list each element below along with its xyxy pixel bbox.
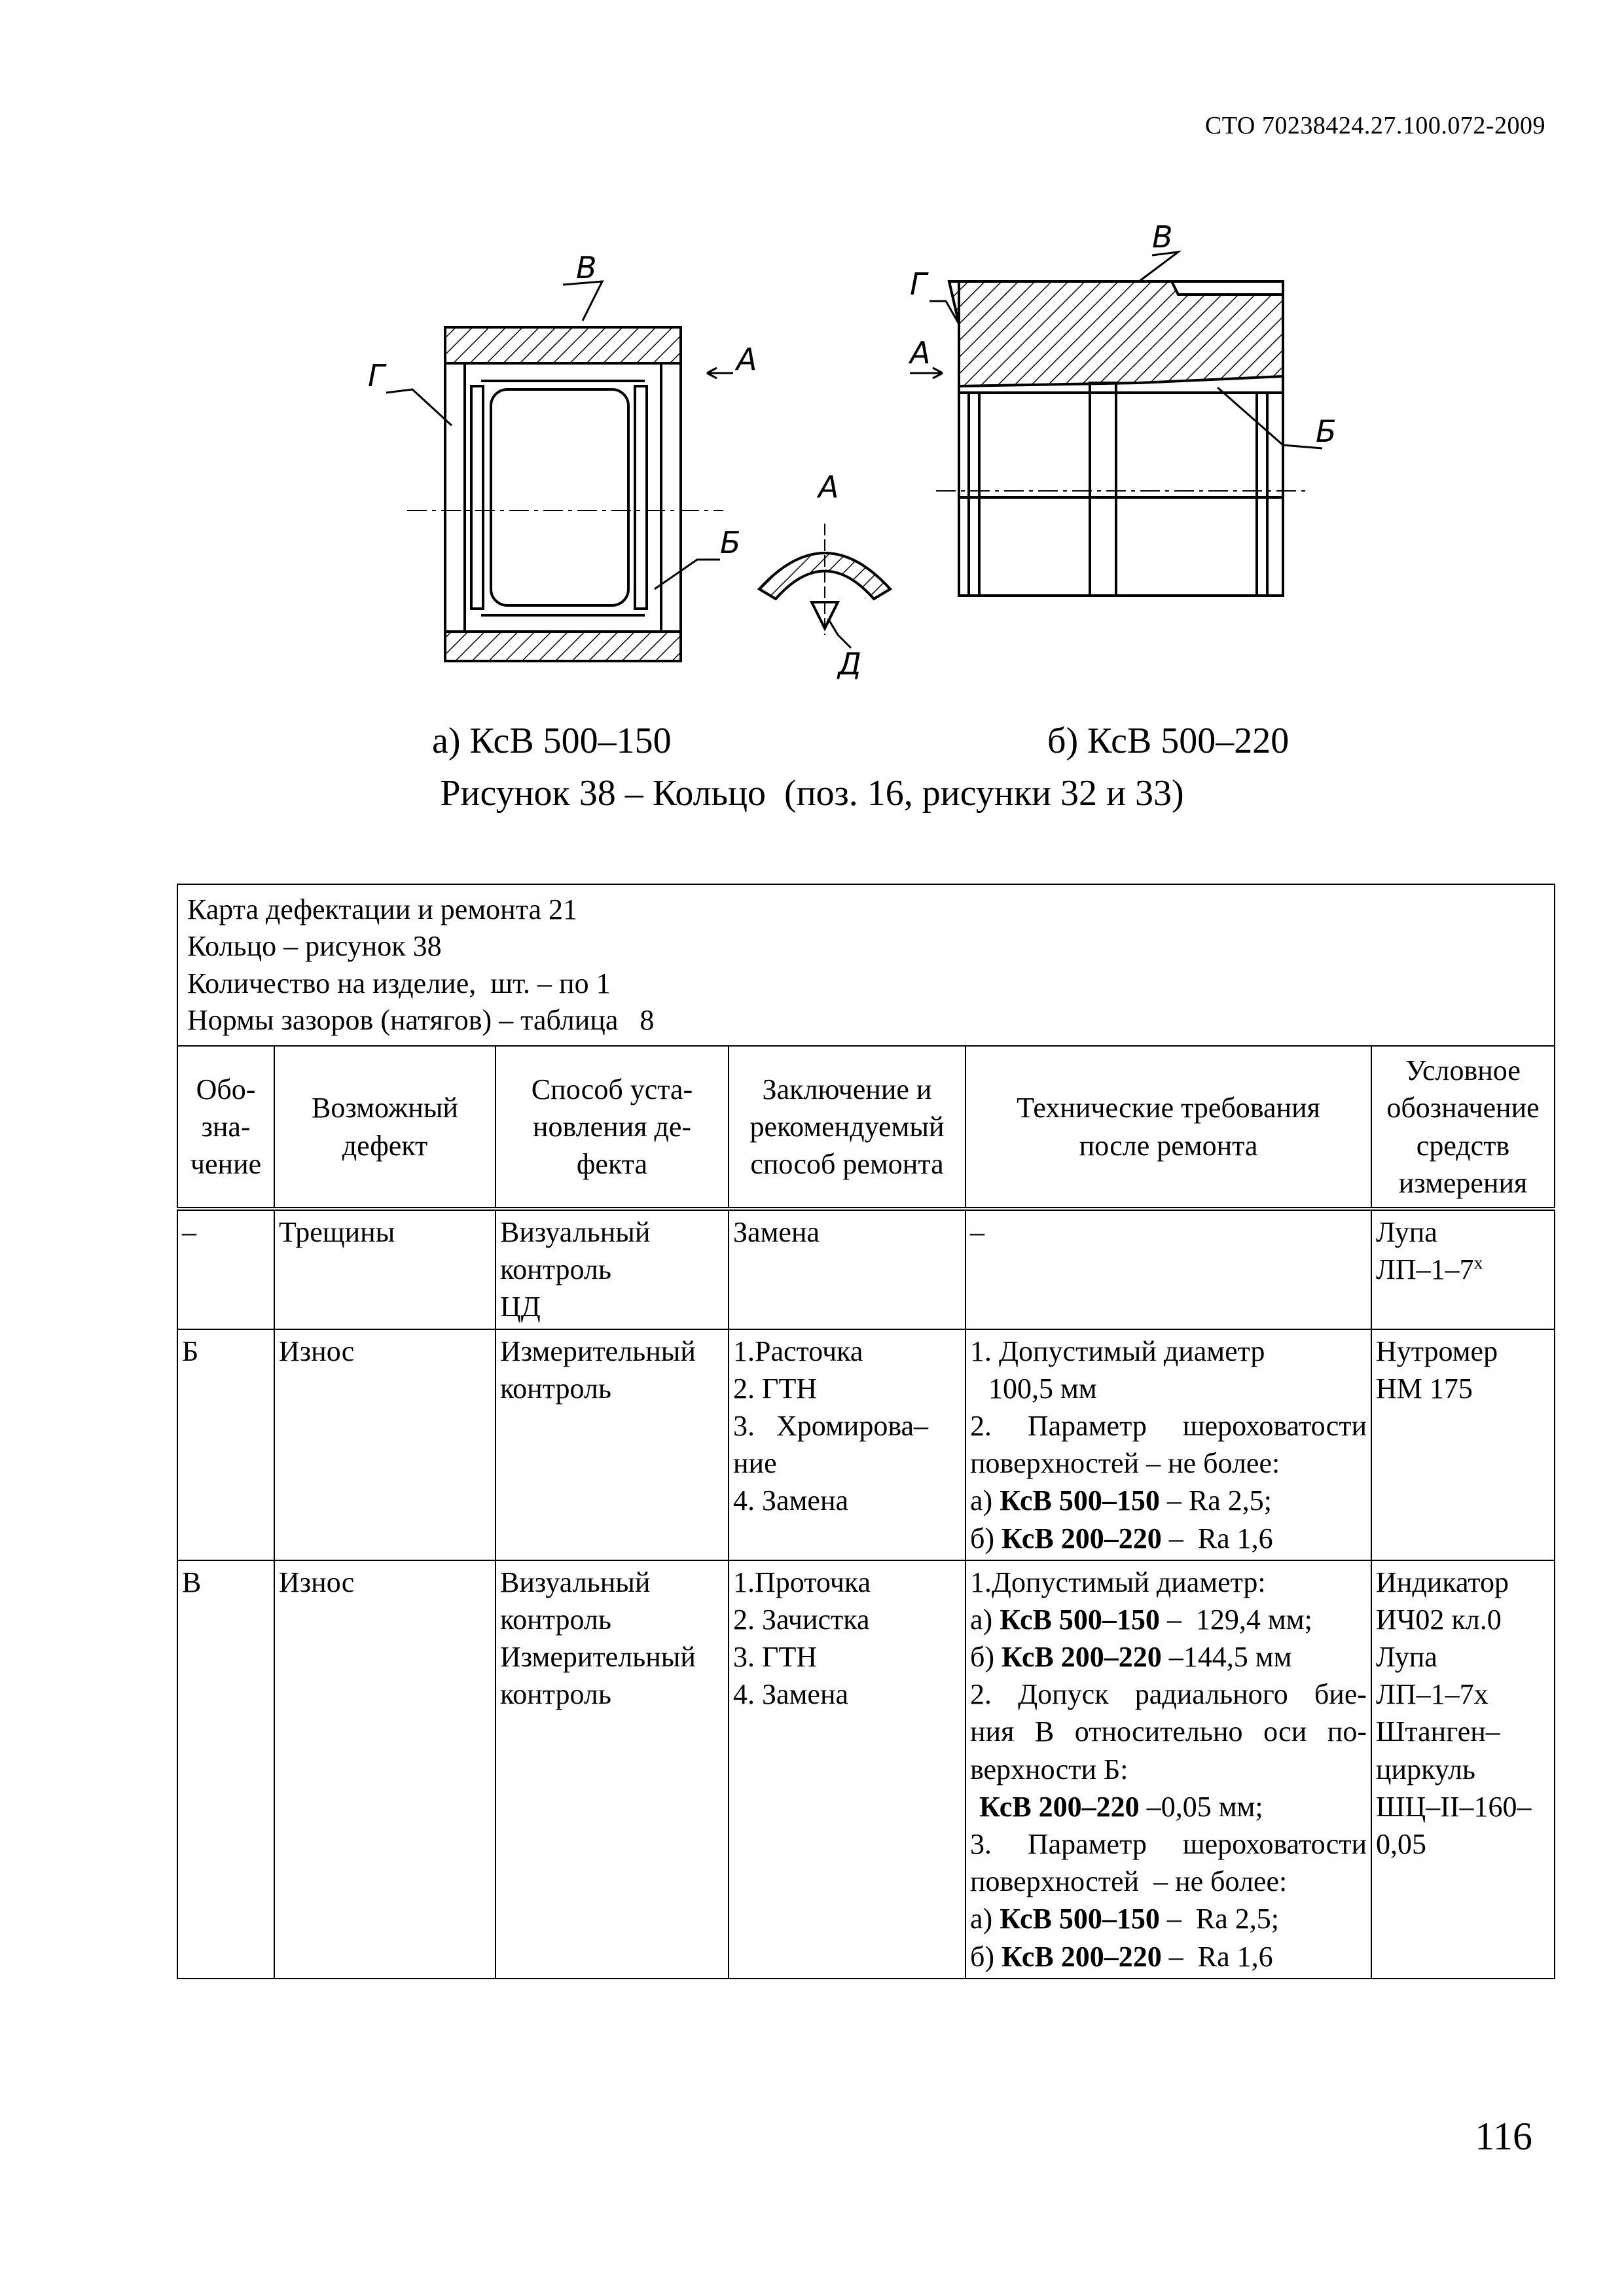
caption-view-a: а) КсВ 500–150: [432, 721, 672, 761]
ring-view-a: [407, 327, 723, 661]
ring-view-b: [936, 281, 1309, 596]
cell-method: Измерительный контроль: [496, 1329, 729, 1560]
cell-designation: Б: [177, 1329, 274, 1560]
cell-method: Визуальный контроль ЦД: [496, 1209, 729, 1329]
cell-method: Визуальный контроль Измерительный контроль: [496, 1560, 729, 1979]
table-header-row: [177, 1046, 1555, 1209]
cell-requirements: 1.Допустимый диаметр: а) КсВ 500–150 – 129,4 мм; б) КсВ 200–220 –144,5 мм 2. Допуск радиального бие- ния В относительно оси по- верхности Б: КсВ 200–220 –0,05 мм; 3. Параметр шероховатости поверхностей – не более: а) КсВ 500–150 – Ra 2,5; б) КсВ 200–220 – Ra 1,6: [965, 1560, 1371, 1979]
cell-conclusion: 1.Расточка 2. ГТН 3. Хромирова– ние 4. Замена: [729, 1329, 965, 1560]
cell-designation: В: [177, 1560, 274, 1979]
card-title: Карта дефектации и ремонта 21: [187, 893, 577, 925]
ring-drawing-svg: [367, 216, 1348, 713]
document-code: СТО 70238424.27.100.072-2009: [1204, 112, 1545, 139]
label-a-left: А: [736, 342, 757, 377]
card-meta: [177, 884, 1555, 1046]
cell-requirements: 1. Допустимый диаметр 100,5 мм 2. Параметр шероховатости поверхностей – не более: а) КсВ 500–150 – Ra 2,5; б) КсВ 200–220 – Ra 1,6: [965, 1329, 1371, 1560]
caption-view-b: б) КсВ 500–220: [1047, 721, 1290, 761]
label-b-b: Б: [1316, 414, 1337, 449]
label-g-b: Г: [910, 266, 927, 302]
figure-title: [0, 772, 1624, 814]
figure-title-text: Рисунок 38 – Кольцо (поз. 16, рисунки 32 и 33): [440, 773, 1184, 814]
table-row: [177, 1560, 1555, 1979]
card-clearance-norms: Нормы зазоров (натягов) – таблица 8: [187, 1003, 655, 1036]
label-a-section: А: [818, 469, 839, 505]
label-v-a: В: [576, 250, 597, 285]
technical-drawing: [367, 216, 1348, 713]
defect-repair-card-table: [177, 884, 1555, 1979]
cell-defect: Износ: [274, 1560, 496, 1979]
section-a-a: [759, 524, 890, 635]
col-header-defect: Возможный дефект: [274, 1046, 496, 1209]
cell-defect: Износ: [274, 1329, 496, 1560]
cell-conclusion: 1.Проточка 2. Зачистка 3. ГТН 4. Замена: [729, 1560, 965, 1979]
col-header-instruments: Условное обозначение средств измерения: [1371, 1046, 1555, 1209]
cell-instruments: Лупа $ЛП-1-7^х$: [1371, 1209, 1555, 1329]
label-g-a: Г: [368, 358, 385, 393]
page-number: 116: [1475, 2115, 1532, 2158]
cell-requirements: –: [965, 1209, 1371, 1329]
table-row: [177, 1329, 1555, 1560]
card-quantity: Количество на изделие, шт. – по 1: [187, 967, 611, 999]
table-row: [177, 1209, 1555, 1329]
card-part: Кольцо – рисунок 38: [187, 930, 442, 963]
label-v-b: В: [1152, 219, 1173, 255]
cell-instruments: Нутромер НМ 175: [1371, 1329, 1555, 1560]
label-b-a: Б: [720, 525, 741, 560]
cell-designation: –: [177, 1209, 274, 1329]
cell-conclusion: Замена: [729, 1209, 965, 1329]
label-a-right: А: [910, 335, 931, 370]
col-header-designation: Обо- зна- чение: [177, 1046, 274, 1209]
card-meta-row: [177, 884, 1555, 1046]
col-header-requirements: Технические требования после ремонта: [965, 1046, 1371, 1209]
col-header-method: Способ уста- новления де- фекта: [496, 1046, 729, 1209]
col-header-conclusion: Заключение и рекомендуемый способ ремонта: [729, 1046, 965, 1209]
label-d: Д: [838, 646, 861, 681]
cell-defect: Трещины: [274, 1209, 496, 1329]
cell-instruments: Индикатор ИЧ02 кл.0 Лупа ЛП–1–7х Штанген– циркуль ШЦ–II–160– 0,05: [1371, 1560, 1555, 1979]
